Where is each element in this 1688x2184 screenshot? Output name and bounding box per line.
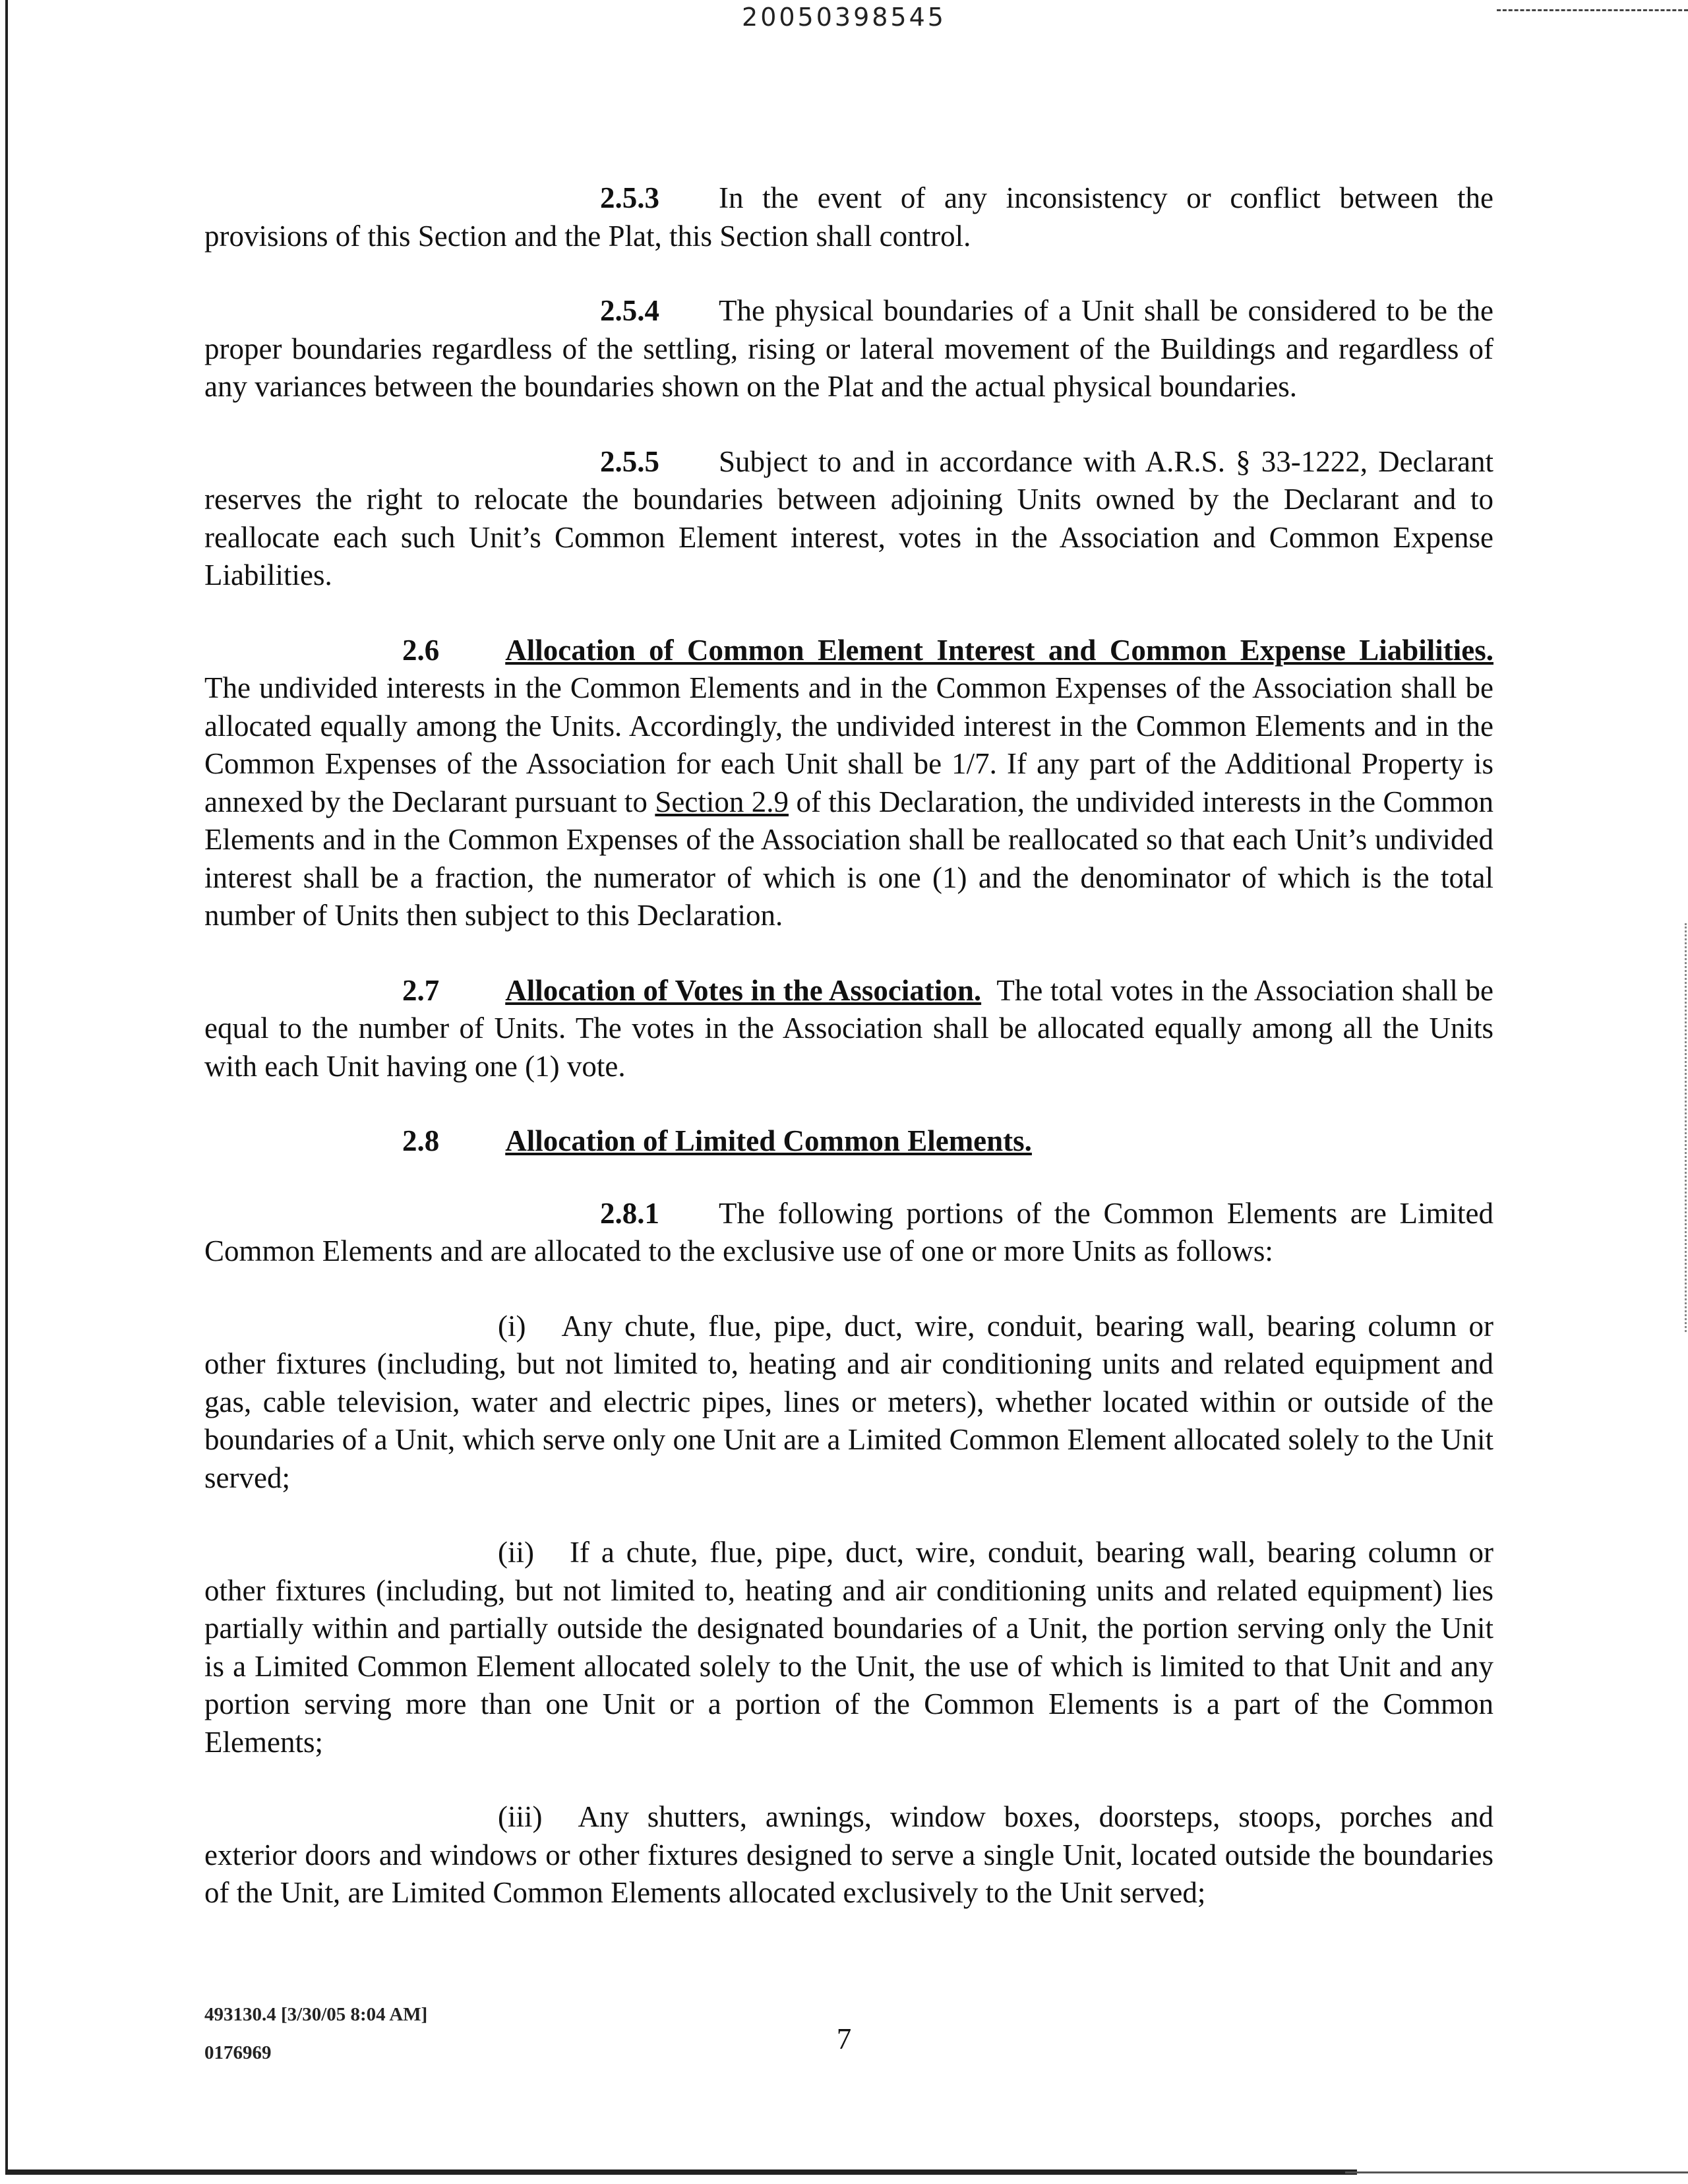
- list-item-iii: [204, 1798, 1493, 1912]
- section-number: 2.8.1: [600, 1196, 659, 1230]
- page-bottom-edge-right: [1345, 2171, 1688, 2173]
- item-label: (i): [498, 1309, 526, 1343]
- item-text: Any shutters, awnings, window boxes, doorsteps, stoops, porches and exterior doors and windows or other fixtures designed to serve a single Unit, located outside the boundaries of the Unit, are Limited Common Elements allocated exclusively to the Unit served;: [204, 1800, 1493, 1909]
- section-heading: Allocation of Common Element Interest and Common Expense Liabilities.: [505, 633, 1493, 667]
- cross-reference-section-2-9[interactable]: Section 2.9: [655, 785, 789, 818]
- section-2-5-4: [204, 292, 1493, 406]
- item-text: Any chute, flue, pipe, duct, wire, conduit, bearing wall, bearing column or other fixtures (including, but not limited to, heating and air conditioning units and related equipment and gas, cable television, water and electric pipes, lines or meters), whether located within or outside of the boundaries of a Unit, which serve only one Unit are a Limited Common Element allocated solely to the Unit served;: [204, 1309, 1493, 1494]
- section-text: The physical boundaries of a Unit shall be considered to be the proper boundaries regardless of the settling, rising or lateral movement of the Buildings and regardless of any variances between the boundaries shown on the Plat and the actual physical boundaries.: [204, 294, 1493, 403]
- section-number: 2.6: [402, 633, 440, 667]
- section-number: 2.5.3: [600, 181, 659, 214]
- list-item-ii: [204, 1534, 1493, 1761]
- section-number: 2.5.5: [600, 444, 659, 478]
- page-bottom-edge: [5, 2169, 1357, 2175]
- list-item-i: [204, 1308, 1493, 1498]
- section-number: 2.5.4: [600, 294, 659, 327]
- page-left-edge: [5, 0, 8, 2169]
- section-text: In the event of any inconsistency or conflict between the provisions of this Section and the Plat, this Section shall control.: [204, 181, 1493, 253]
- page-right-margin-marks: [1685, 923, 1687, 1332]
- section-2-8: [204, 1122, 1493, 1161]
- section-2-5-5: [204, 443, 1493, 595]
- page-number: 7: [836, 2022, 852, 2055]
- document-body: [204, 179, 1493, 1949]
- section-number: 2.7: [402, 973, 440, 1007]
- footer-file-number: 0176969: [204, 2042, 272, 2063]
- section-2-6: [204, 632, 1493, 935]
- section-text: The total votes in the Association shall be equal to the number of Units. The votes in the Association shall be allocated equally among all the Units with each Unit having one (1) vote.: [204, 973, 1493, 1083]
- section-text-continued: of this Declaration, the undivided interests in the Common Elements and in the Common Expenses of the Association shall be reallocated so that each Unit’s undivided interest shall be a fraction, the numerator of which is one (1) and the denominator of which is the total number of Units then subject to this Declaration.: [204, 785, 1493, 932]
- section-heading: Allocation of Votes in the Association.: [505, 973, 982, 1007]
- item-label: (ii): [498, 1536, 534, 1569]
- section-text: Subject to and in accordance with A.R.S. § 33-1222, Declarant reserves the right to relocate the boundaries between adjoining Units owned by the Declarant and to reallocate each such Unit’s Common Element interest, votes in the Association and Common Expense Liabilities.: [204, 444, 1493, 592]
- item-label: (iii): [498, 1800, 543, 1833]
- section-2-7: [204, 972, 1493, 1086]
- section-2-8-1: [204, 1195, 1493, 1271]
- section-text: The following portions of the Common Elements are Limited Common Elements and are allocated to the exclusive use of one or more Units as follows:: [204, 1196, 1493, 1267]
- footer-doc-ref: 493130.4 [3/30/05 8:04 AM]: [204, 2004, 428, 2025]
- recording-number: 20050398545: [742, 3, 946, 32]
- section-heading: Allocation of Limited Common Elements.: [505, 1124, 1032, 1157]
- section-number: 2.8: [402, 1124, 440, 1157]
- section-2-5-3: [204, 179, 1493, 255]
- item-text: If a chute, flue, pipe, duct, wire, conduit, bearing wall, bearing column or other fixtures (including, but not limited to, heating and air conditioning units and related equipment) lies partially within and partially outside the designated boundaries of a Unit, the portion serving only the Unit is a Limited Common Element allocated solely to the Unit, the use of which is limited to that Unit and any portion serving more than one Unit or a portion of the Common Elements is a part of the Common Elements;: [204, 1536, 1493, 1759]
- section-text: The undivided interests in the Common Elements and in the Common Expenses of the Association shall be allocated equally among the Units. Accordingly, the undivided interest in the Common Elements and in the Common Expenses of the Association for each Unit shall be 1/7. If any part of the Additional Property is annexed by the Declarant pursuant to: [204, 671, 1493, 818]
